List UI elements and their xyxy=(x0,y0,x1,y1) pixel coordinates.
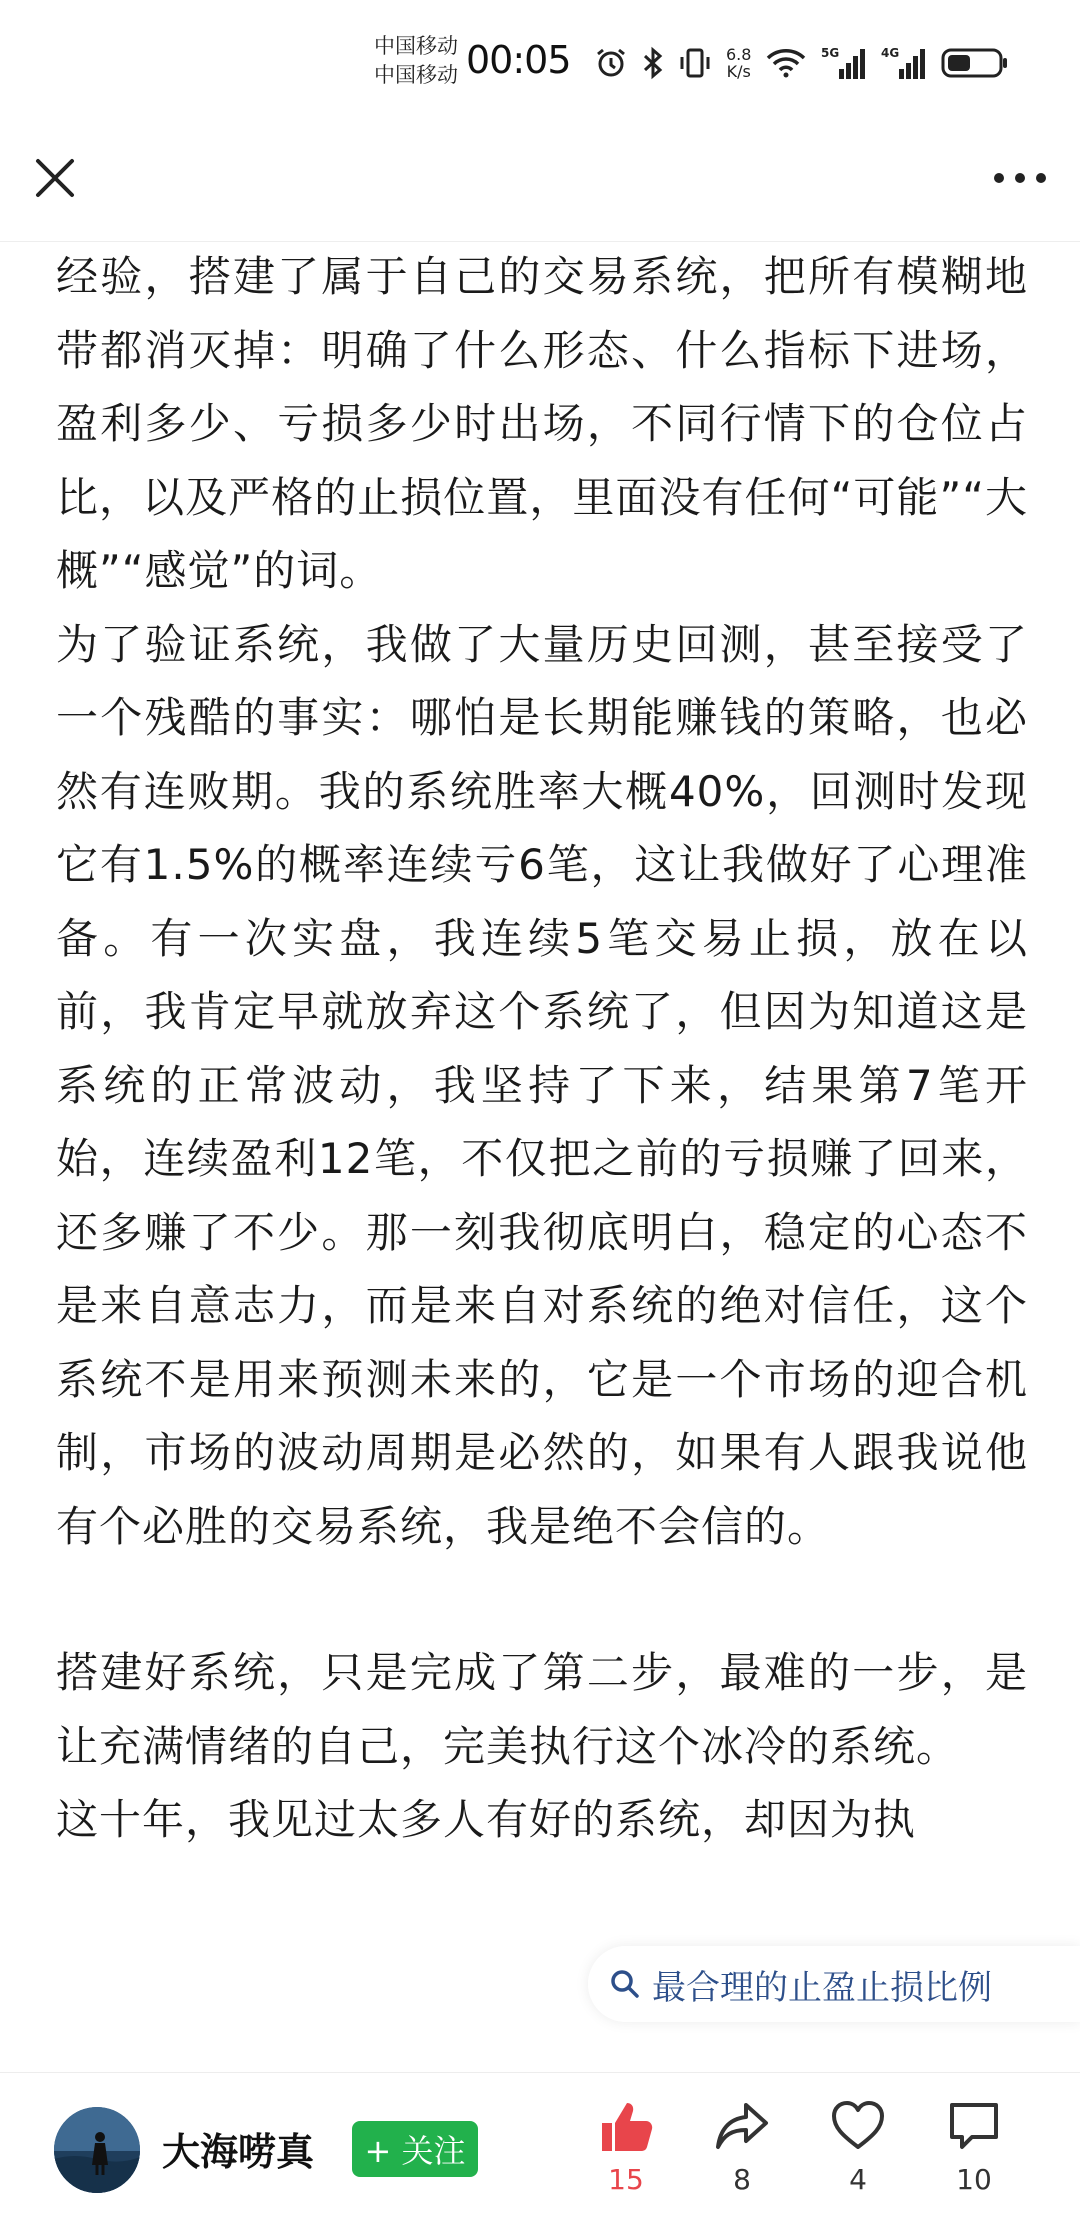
like-button[interactable] xyxy=(578,2099,674,2209)
follow-button[interactable]: + 关注 xyxy=(352,2121,478,2177)
bluetooth-icon xyxy=(642,43,664,83)
share-icon xyxy=(714,2099,770,2153)
more-icon xyxy=(992,171,1048,185)
search-suggestion[interactable] xyxy=(588,1946,1080,2022)
share-count: 8 xyxy=(733,2163,751,2196)
thumbs-up-icon xyxy=(598,2099,654,2153)
vibrate-icon xyxy=(678,43,712,83)
signal-5g-icon xyxy=(821,43,867,83)
article-paragraph-2: 为了验证系统，我做了大量历史回测，甚至接受了一个残酷的事实：哪怕是长期能赚钱的策略，也必然有连败期。我的系统胜率大概40%，回测时发现它有1.5%的概率连续亏6笔，这让我做好了心理准备。有一次实盘，我连续5笔交易止损，放在以前，我肯定早就放弃这个系统了，但因为知道这是系统的正常波动，我坚持了下来，结果第7笔开始，连续盈利12笔，不仅把之前的亏损赚了回来，还多赚了不少。那一刻我彻底明白，稳定的心态不是来自意志力，而是来自对系统的绝对信任，这个系统不是用来预测未来的，它是一个市场的迎合机制，市场的波动周期是必然的，如果有人跟我说他有个必胜的交易系统，我是绝不会信的。 xyxy=(56,619,1028,1551)
article-paragraph-3: 搭建好系统，只是完成了第二步，最难的一步，是让充满情绪的自己，完美执行这个冰冷的系统。 xyxy=(56,1648,1028,1771)
wifi-icon xyxy=(765,43,807,83)
carrier-1: 中国移动 xyxy=(374,34,458,58)
article-body xyxy=(56,242,1028,2072)
battery-icon xyxy=(941,43,1009,83)
heart-icon xyxy=(830,2099,886,2153)
net-speed-value: 6.8 xyxy=(726,45,752,64)
favorite-button[interactable] xyxy=(810,2099,906,2209)
favorite-count: 4 xyxy=(849,2163,867,2196)
close-button[interactable] xyxy=(30,153,80,203)
carrier-info xyxy=(374,32,458,90)
comment-icon xyxy=(946,2099,1002,2153)
carrier-2: 中国移动 xyxy=(374,63,458,87)
net-speed xyxy=(726,43,751,83)
alarm-icon xyxy=(594,43,628,83)
author-name[interactable]: 大海唠真 xyxy=(162,2130,315,2174)
net-speed-unit: K/s xyxy=(726,62,751,81)
status-time: 00:05 xyxy=(466,38,571,82)
comment-button[interactable] xyxy=(926,2099,1022,2209)
comment-count: 10 xyxy=(956,2163,992,2196)
search-icon xyxy=(608,1967,642,2001)
network-5g-label: 5G xyxy=(821,46,840,60)
more-button[interactable] xyxy=(990,153,1050,203)
top-bar xyxy=(0,130,1080,242)
article-paragraph-1: 经验，搭建了属于自己的交易系统，把所有模糊地带都消灭掉：明确了什么形态、什么指标下进场，盈利多少、亏损多少时出场，不同行情下的仓位占比，以及严格的止损位置，里面没有任何“可能”“大概”“感觉”的词。 xyxy=(56,252,1028,595)
network-4g-label: 4G xyxy=(881,46,900,60)
status-bar xyxy=(0,0,1080,130)
article-paragraph-4: 这十年，我见过太多人有好的系统，却因为执 xyxy=(56,1795,917,1844)
close-icon xyxy=(30,153,80,203)
search-suggestion-text: 最合理的止盈止损比例 xyxy=(652,1967,992,2008)
bottom-bar xyxy=(0,2072,1080,2228)
signal-4g-icon xyxy=(881,43,927,83)
status-icons xyxy=(594,40,1009,86)
share-button[interactable] xyxy=(694,2099,790,2209)
author-avatar[interactable] xyxy=(54,2107,140,2193)
like-count: 15 xyxy=(608,2163,644,2196)
